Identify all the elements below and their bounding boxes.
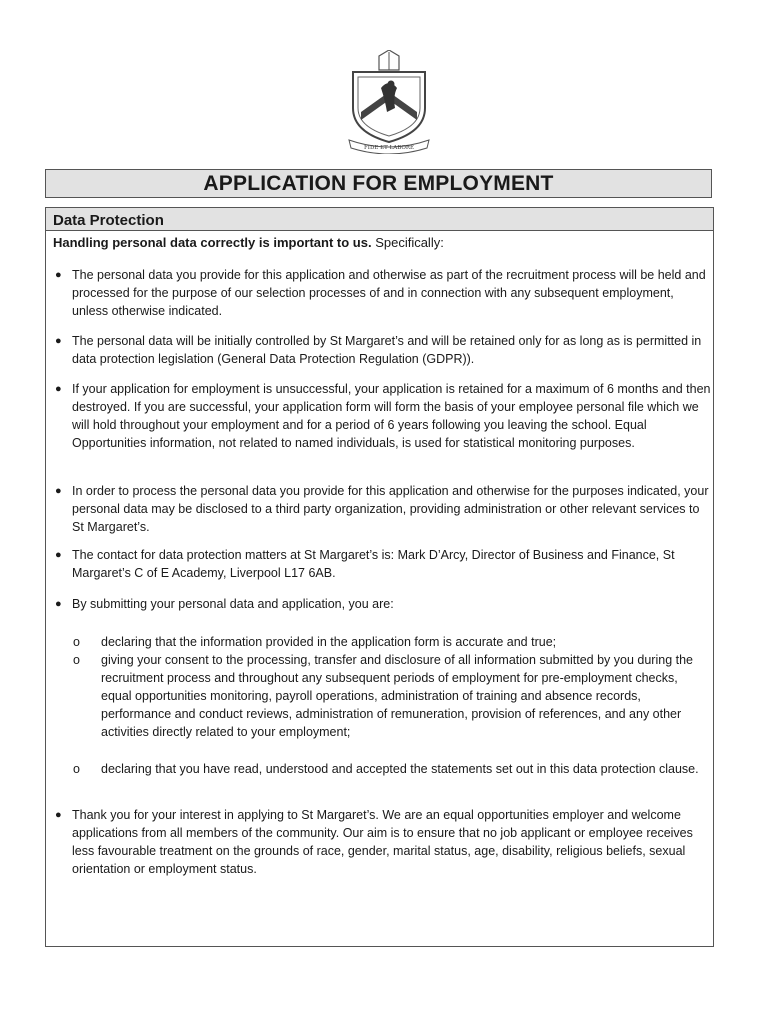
bullet-text: Thank you for your interest in applying to St Margaret’s. We are an equal opportunities employer and welcome applications from all members of the community. Our aim is to ensure that no job applicant or employee receives less favourable treatment on the grounds of race, gender, marital status, age, disability, religious beliefs, sexual orientation or employment status. xyxy=(72,808,693,876)
circle-bullet-icon: o xyxy=(73,635,80,649)
bullet-text: If your application for employment is unsuccessful, your application is retained for a maximum of 6 months and then destroyed. If you are successful, your application form will form the basis of your employee personal file which we will hold throughout your employment and for a period of 6 years following you leaving the school. Equal Opportunities information, not related to named individuals, is used for statistical monitoring purposes. xyxy=(72,382,711,450)
bullet-icon: ● xyxy=(55,598,62,610)
bullet-icon: ● xyxy=(55,485,62,497)
bullet-text: The personal data will be initially controlled by St Margaret’s and will be retained only for as long as is permitted in data protection legislation (General Data Protection Regulation (GDPR)). xyxy=(72,334,702,366)
bullet-text: The personal data you provide for this application and otherwise as part of the recruitment process will be held and processed for the purpose of our selection processes of and in connection with any subsequent employment, unless otherwise indicated. xyxy=(72,268,706,318)
bullet-text: In order to process the personal data you provide for this application and otherwise for the purposes indicated, your personal data may be disclosed to a third party organization, providing administration or other relevant services to St Margaret’s. xyxy=(72,484,709,534)
bullet-icon: ● xyxy=(55,809,62,821)
page-title: APPLICATION FOR EMPLOYMENT xyxy=(203,171,554,195)
bullet-icon: ● xyxy=(55,335,62,347)
circle-bullet-icon: o xyxy=(73,653,80,667)
intro-line xyxy=(53,235,444,251)
crest-motto: FIDE ET LABORE xyxy=(363,145,415,151)
bullet-text: By submitting your personal data and application, you are: xyxy=(72,597,394,611)
school-crest-logo xyxy=(343,50,435,154)
title-box xyxy=(45,169,712,198)
bullet-icon: ● xyxy=(55,549,62,561)
sub-item-text: giving your consent to the processing, transfer and disclosure of all information submitted by you during the recruitment process and throughout any subsequent periods of employment for pre-employment checks, equal opportunities monitoring, payroll operations, administration of training and absence records, performance and conduct reviews, administration of remuneration, provision of references, and any other activities directly related to your employment; xyxy=(101,653,693,739)
circle-bullet-icon: o xyxy=(73,762,80,776)
bullet-icon: ● xyxy=(55,383,62,395)
sub-item-text: declaring that you have read, understood and accepted the statements set out in this data protection clause. xyxy=(101,762,699,776)
section-heading: Data Protection xyxy=(46,208,713,231)
bullet-text: The contact for data protection matters at St Margaret’s is: Mark D’Arcy, Director of Business and Finance, St Margaret’s C of E Academy, Liverpool L17 6AB. xyxy=(72,548,675,580)
intro-rest: Specifically: xyxy=(375,235,444,250)
sub-item-text: declaring that the information provided in the application form is accurate and true; xyxy=(101,635,557,649)
intro-bold: Handling personal data correctly is important to us. xyxy=(53,235,372,250)
bullet-icon: ● xyxy=(55,269,62,281)
